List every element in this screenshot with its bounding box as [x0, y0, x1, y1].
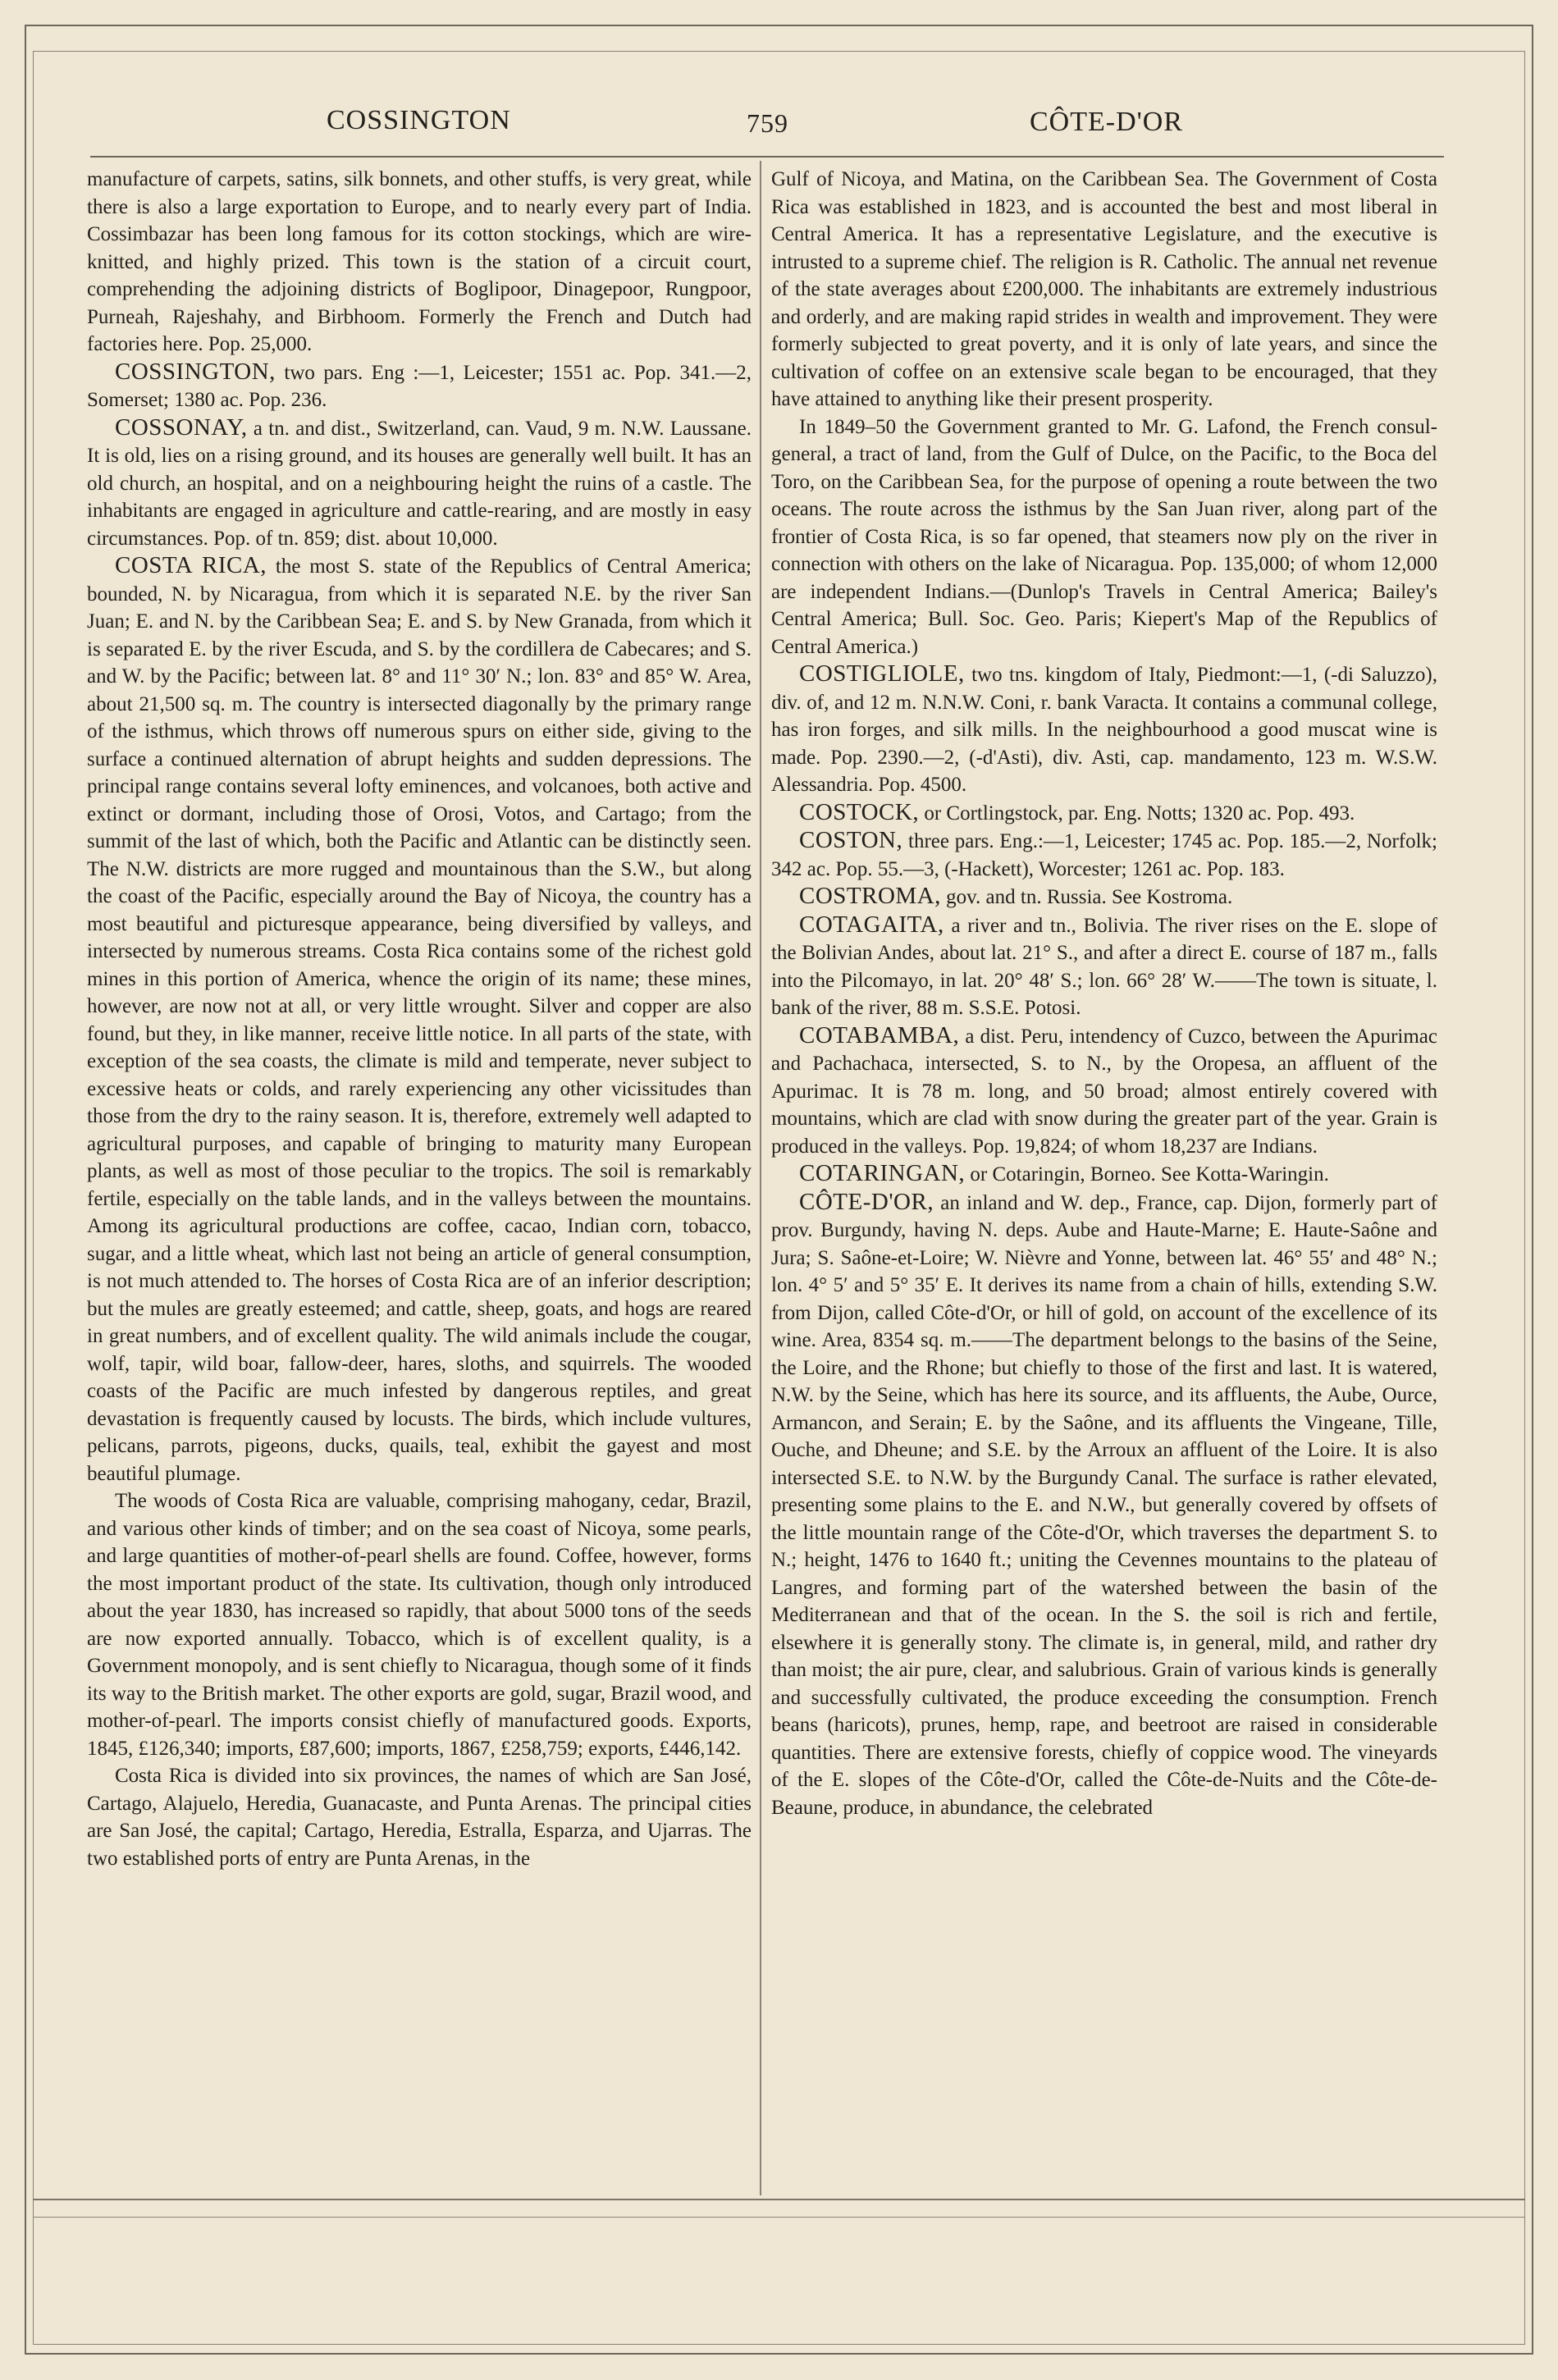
entry-headword: COSTIGLIOLE, [799, 660, 965, 687]
gazetteer-entry [87, 552, 752, 1487]
entry-text: Gulf of Nicoya, and Matina, on the Caribbean Sea. The Government of Costa Rica was established in 1823, and is accounted the best and most liberal in Central America. It has a representative Legislature, and the executive is intrusted to a supreme chief. The religion is R. Catholic. The annual net revenue of the state averages about £200,000. The inhabitants are extremely industrious and orderly, and are making rapid strides in wealth and improvement. They were formerly subjected to great poverty, and it is only of late years, and since the cultivation of coffee on an extensive scale began to be encouraged, that they have attained to anything like their present prosperity. [771, 168, 1437, 410]
gazetteer-entry [771, 413, 1437, 661]
entry-text: an inland and W. dep., France, cap. Dijon, formerly part of prov. Burgundy, having N. deps. Aube and Haute-Marne; E. Haute-Saône and Jura; S. Saône-et-Loire; W. Nièvre and Yonne, between lat. 46° 55′ and 48° N.; lon. 4° 5′ and 5° 35′ E. It derives its name from a chain of hills, extending S.W. from Dijon, called Côte-d'Or, or hill of gold, on account of the excellence of its wine. Area, 8354 sq. m.——The department belongs to the basins of the Seine, the Loire, and the Rhone; but chiefly to those of the first and last. It is watered, N.W. by the Seine, which has here its source, and its affluents, the Aube, Ource, Armancon, and Serain; E. by the Saône, and its affluents the Vingeane, Tille, Ouche, and Dheune; and S.E. by the Arroux an affluent of the Loire. It is also intersected S.E. to N.W. by the Burgundy Canal. The surface is rather elevated, presenting some plains to the E. and N.W., but generally covered by offsets of the little mountain range of the Côte-d'Or, which traverses the department S. to N.; height, 1476 to 1640 ft.; uniting the Cevennes mountains to the plateau of Langres, and forming part of the watershed between the basin of the Mediterranean and that of the ocean. In the S. the soil is rich and fertile, elsewhere it is generally stony. The climate is, in general, mild, and rather dry than moist; the air pure, clear, and salubrious. Grain of various kinds is generally and successfully cultivated, the produce exceeding the consumption. French beans (haricots), prunes, hemp, rape, and beetroot are raised in considerable quantities. There are extensive forests, chiefly of coppice wood. The vineyards of the E. slopes of the Côte-d'Or, called the Côte-de-Nuits and the Côte-de-Beaune, produce, in abundance, the celebrated [771, 1191, 1437, 1819]
entry-text: a tn. and dist., Switzerland, can. Vaud, 9 m. N.W. Laussane. It is old, lies on a rising ground, and its houses are generally well built. It has an old church, an hospital, and on a neighbouring height the ruins of a castle. The inhabitants are engaged in agriculture and cattle-rearing, and are mostly in easy circumstances. Pop. of tn. 859; dist. about 10,000. [87, 417, 752, 550]
entry-text: or Cotaringin, Borneo. See Kotta-Waringin. [965, 1163, 1329, 1185]
header-left-guide-word: COSSINGTON [327, 105, 511, 135]
gazetteer-entry [771, 911, 1437, 1022]
entry-text: In 1849–50 the Government granted to Mr. G. Lafond, the French consul-general, a tract of land, from the Gulf of Dulce, on the Pacific, to the Boca del Toro, on the Caribbean Sea, for the purpose of opening a route between the two oceans. The route across the isthmus by the San Juan river, along part of the frontier of Costa Rica, is so far opened, that steamers now ply on the river in connection with others on the lake of Nicaragua. Pop. 135,000; of whom 12,000 are independent Indians.—(Dunlop's Travels in Central America; Bailey's Central America; Bull. Soc. Geo. Paris; Kiepert's Map of the Republics of Central America.) [771, 415, 1437, 658]
entry-headword: COTABAMBA, [799, 1021, 960, 1048]
header-right-guide-word: CÔTE-D'OR [1030, 107, 1184, 137]
entry-text: The woods of Costa Rica are valuable, comprising mahogany, cedar, Brazil, and various other kinds of timber; and on the sea coast of Nicoya, some pearls, and large quantities of mother-of-pearl shells are found. Coffee, however, forms the most important product of the state. Its cultivation, though only introduced about the year 1830, has increased so rapidly, that about 5000 tons of the seeds are now exported annually. Tobacco, which is of excellent quality, is a Government monopoly, and is sent chiefly to Nicaragua, though some of it finds its way to the British market. The other exports are gold, sugar, Brazil wood, and mother-of-pearl. The imports consist chiefly of manufactured goods. Exports, 1845, £126,340; imports, £87,600; imports, 1867, £258,759; exports, £446,142. [87, 1490, 752, 1760]
gazetteer-entry [87, 1487, 752, 1762]
gazetteer-entry [87, 1762, 752, 1872]
header-rule [90, 156, 1444, 158]
right-column [771, 166, 1437, 1821]
gazetteer-entry [771, 1022, 1437, 1161]
entry-text: manufacture of carpets, satins, silk bonnets, and other stuffs, is very great, while there is also a large exportation to Europe, and to nearly every part of India. Cossimbazar has been long famous for its cotton stockings, which are wire-knitted, and highly prized. This town is the station of a circuit court, comprehending the adjoining districts of Boglipoor, Dinagepoor, Rungpoor, Purneah, Rajeshahy, and Birbhoom. Formerly the French and Dutch had factories here. Pop. 25,000. [87, 168, 752, 355]
entry-headword: CÔTE-D'OR, [799, 1188, 934, 1215]
gazetteer-entry [771, 1160, 1437, 1189]
left-column [87, 166, 752, 1872]
entry-headword: COSTROMA, [799, 883, 941, 909]
entry-headword: COSSONAY, [115, 413, 248, 441]
entry-headword: COSSINGTON, [115, 358, 276, 385]
entry-text: two tns. kingdom of Italy, Piedmont:—1, (-di Saluzzo), div. of, and 12 m. N.N.W. Coni, r. bank Varacta. It contains a communal college, has iron forges, and silk mills. In the neighbourhood a good muscat wine is made. Pop. 2390.—2, (-d'Asti), div. Asti, cap. mandamento, 123 m. W.S.W. Alessandria. Pop. 4500. [771, 664, 1437, 796]
gazetteer-entry [771, 883, 1437, 911]
entry-text: or Cortlingstock, par. Eng. Notts; 1320 ac. Pop. 493. [919, 802, 1355, 825]
entry-headword: COSTON, [799, 827, 903, 853]
running-header [0, 100, 1558, 146]
entry-headword: COTAGAITA, [799, 911, 944, 938]
entry-text: three pars. Eng.:—1, Leicester; 1745 ac. Pop. 185.—2, Norfolk; 342 ac. Pop. 55.—3, (-Hackett), Worcester; 1261 ac. Pop. 183. [771, 830, 1437, 880]
footer-rule-secondary [33, 2217, 1525, 2218]
gazetteer-entry [87, 414, 752, 553]
gazetteer-entry [771, 1189, 1437, 1822]
entry-text: gov. and tn. Russia. See Kostroma. [940, 886, 1233, 908]
entry-text: the most S. state of the Republics of Central America; bounded, N. by Nicaragua, from which it is separated N.E. by the river San Juan; E. and N. by the Caribbean Sea; E. and S. by New Granada, from which it is separated E. by the river Escuda, and S. by the cordillera de Cabecares; and S. and W. by the Pacific; between lat. 8° and 11° 30′ N.; lon. 83° and 85° W. Area, about 21,500 sq. m. The country is intersected diagonally by the primary range of the isthmus, which throws off numerous spurs on either side, giving to the surface a continued alternation of abrupt heights and sudden depressions. The principal range contains several lofty eminences, and volcanoes, both active and extinct or dormant, including those of Orosi, Votos, and Cartago; from the summit of the last of which, both the Pacific and Atlantic can be distinctly seen. The N.W. districts are more rugged and mountainous than the S.W., but along the coast of the Pacific, especially around the Bay of Nicoya, the country has a most beautiful and picturesque appearance, being diversified by valleys, and intersected by numerous streams. Costa Rica contains some of the richest gold mines in this portion of America, whence the origin of its name; these mines, however, are now not at all, or very little wrought. Silver and copper are also found, but they, in like manner, receive little notice. In all parts of the state, with exception of the sea coasts, the climate is mild and temperate, never subject to excessive heats or colds, and rarely experiencing any other vicissitudes than those from the dry to the rainy season. It is, therefore, extremely well adapted to agricultural purposes, and capable of bringing to maturity many European plants, as well as most of those peculiar to the tropics. The soil is remarkably fertile, especially on the table lands, and in the valleys between the mountains. Among its agricultural productions are coffee, cacao, Indian corn, tobacco, sugar, and a little wheat, which last not being an article of general consumption, is not much attended to. The horses of Costa Rica are of an inferior description; but the mules are greatly esteemed; and cattle, sheep, goats, and hogs are reared in great numbers, and of excellent quality. The wild animals include the cougar, wolf, tapir, wild boar, fallow-deer, hares, sloths, and squirrels. The wooded coasts of the Pacific are much infested by dangerous reptiles, and great devastation is frequently caused by locusts. The birds, which include vultures, pelicans, parrots, pigeons, ducks, quails, teal, exhibit the gayest and most beautiful plumage. [87, 555, 752, 1485]
footer-rule [33, 2199, 1525, 2200]
entry-headword: COSTA RICA, [115, 552, 267, 578]
gazetteer-entry [771, 166, 1437, 413]
page-number: 759 [747, 108, 788, 138]
entry-headword: COSTOCK, [799, 798, 920, 825]
gazetteer-entry [87, 359, 752, 414]
gazetteer-entry [771, 799, 1437, 828]
entry-text: a dist. Peru, intendency of Cuzco, between the Apurimac and Pachachaca, intersected, S. to N., by the Oropesa, an affluent of the Apurimac. It is 78 m. long, and 50 broad; almost entirely covered with mountains, which are clad with snow during the greater part of the year. Grain is produced in the valleys. Pop. 19,824; of whom 18,237 are Indians. [771, 1025, 1437, 1158]
entry-text: Costa Rica is divided into six provinces, the names of which are San José, Cartago, Alajuelo, Heredia, Guanacaste, and Punta Arenas. The principal cities are San José, the capital; Cartago, Heredia, Estralla, Esparza, and Ujarras. The two established ports of entry are Punta Arenas, in the [87, 1765, 752, 1870]
gazetteer-entry [771, 827, 1437, 883]
entry-text: two pars. Eng :—1, Leicester; 1551 ac. Pop. 341.—2, Somerset; 1380 ac. Pop. 236. [87, 361, 752, 411]
gazetteer-entry [771, 660, 1437, 799]
gazetteer-entry [87, 166, 752, 359]
column-divider [760, 161, 761, 2195]
entry-text: a river and tn., Bolivia. The river rises on the E. slope of the Bolivian Andes, about lat. 21° S., and after a direct E. course of 187 m., falls into the Pilcomayo, in lat. 20° 48′ S.; lon. 66° 28′ W.——The town is situate, l. bank of the river, 88 m. S.S.E. Potosi. [771, 914, 1437, 1019]
entry-headword: COTARINGAN, [799, 1160, 966, 1186]
